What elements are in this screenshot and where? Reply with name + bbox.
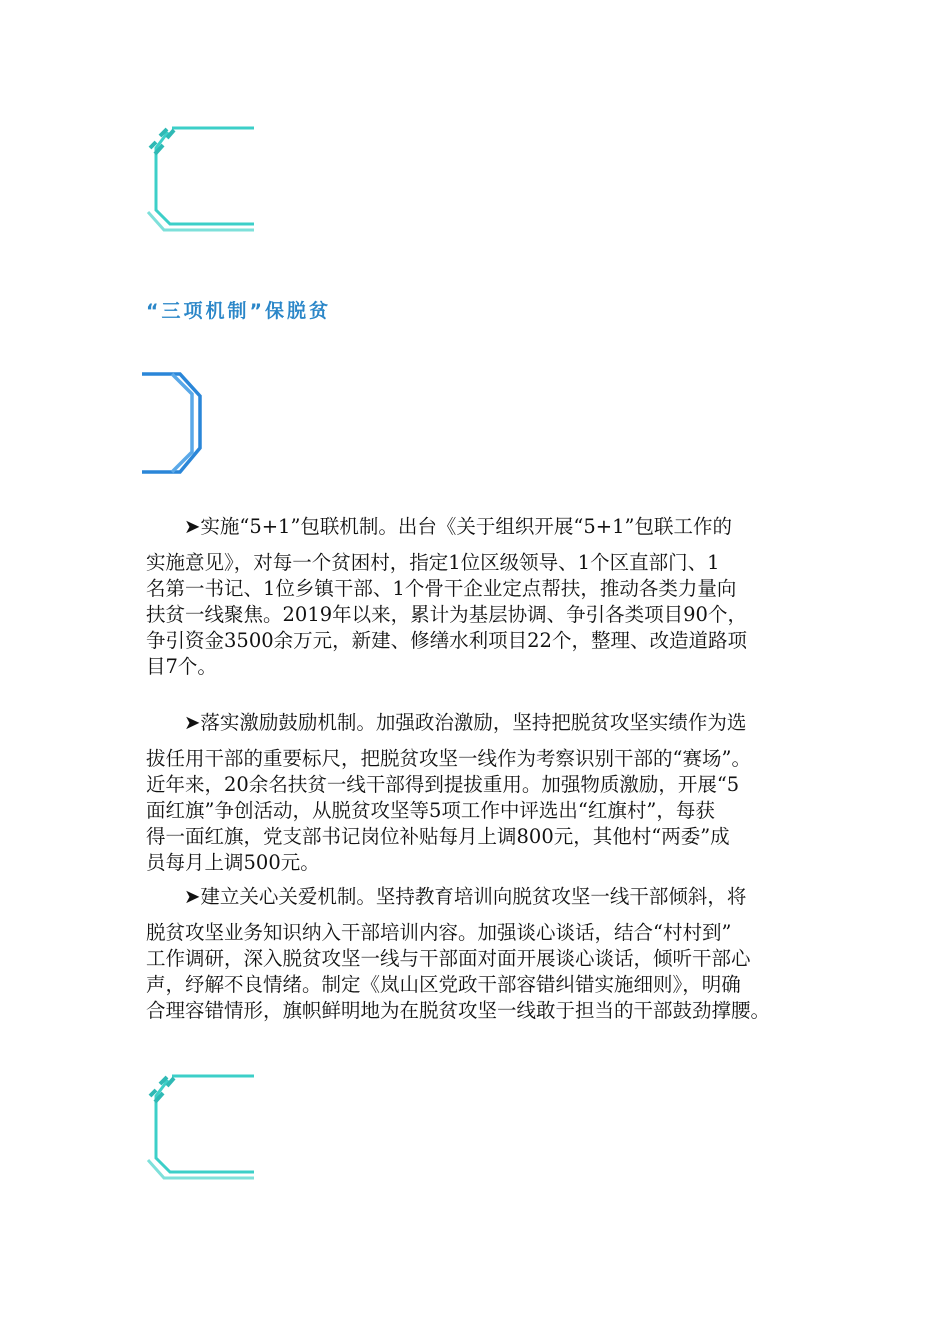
corner-bracket-icon [140, 1066, 260, 1194]
paragraph-line: 合理容错情形，旗帜鲜明地为在脱贫攻坚一线敢于担当的干部鼓劲撑腰。 [146, 999, 771, 1022]
paragraph-line: 扶贫一线聚焦。2019年以来，累计为基层协调、争引各类项目90个， [146, 603, 747, 626]
bullet-paragraph [146, 710, 806, 876]
bullet-lead-line: ➤实施“5+1”包联机制。出台《关于组织开展“5+1”包联工作的 [184, 515, 733, 538]
paragraph-line: 脱贫攻坚业务知识纳入干部培训内容。加强谈心谈话，结合“村村到” [146, 921, 732, 944]
paragraph-line: 近年来，20余名扶贫一线干部得到提拔重用。加强物质激励，开展“5 [146, 773, 740, 796]
paragraph-line: 面红旗”争创活动，从脱贫攻坚等5项工作中评选出“红旗村”，每获 [146, 799, 715, 822]
bullet-paragraph [146, 884, 806, 1024]
angle-bracket-icon [140, 368, 210, 480]
bullet-lead-line: ➤落实激励鼓励机制。加强政治激励，坚持把脱贫攻坚实绩作为选 [184, 711, 747, 734]
bullet-paragraph [146, 514, 806, 680]
bullet-lead-line: ➤建立关心关爱机制。坚持教育培训向脱贫攻坚一线干部倾斜，将 [184, 885, 747, 908]
arrow-bullet-icon: ➤ [184, 885, 201, 908]
paragraph-line: 名第一书记、1位乡镇干部、1个骨干企业定点帮扶，推动各类力量向 [146, 577, 737, 600]
section-heading: “三项机制”保脱贫 [146, 300, 331, 322]
paragraph-line: 得一面红旗，党支部书记岗位补贴每月上调800元，其他村“两委”成 [146, 825, 730, 848]
paragraph-line: 拔任用干部的重要标尺，把脱贫攻坚一线作为考察识别干部的“赛场”。 [146, 747, 751, 770]
paragraph-line: 争引资金3500余万元，新建、修缮水利项目22个，整理、改造道路项 [146, 629, 747, 652]
paragraph-line: 目7个。 [146, 655, 217, 678]
corner-bracket-icon [140, 118, 260, 246]
paragraph-line: 实施意见》，对每一个贫困村，指定1位区级领导、1个区直部门、1 [146, 551, 720, 574]
paragraph-line: 工作调研，深入脱贫攻坚一线与干部面对面开展谈心谈话，倾听干部心 [146, 947, 751, 970]
paragraph-line: 员每月上调500元。 [146, 851, 320, 874]
arrow-bullet-icon: ➤ [184, 515, 201, 538]
paragraph-line: 声，纾解不良情绪。制定《岚山区党政干部容错纠错实施细则》，明确 [146, 973, 741, 996]
arrow-bullet-icon: ➤ [184, 711, 201, 734]
